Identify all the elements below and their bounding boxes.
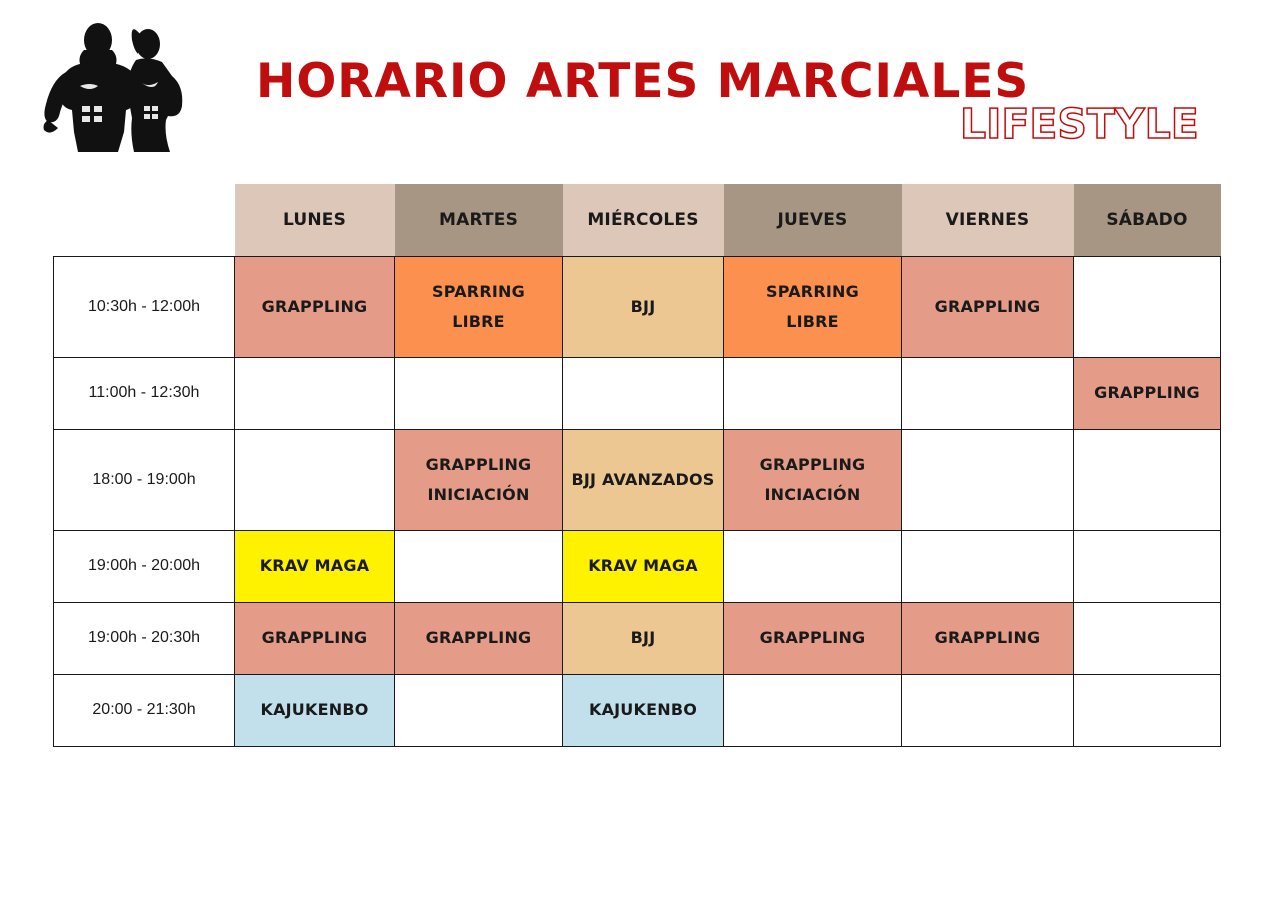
class-cell: [902, 256, 1074, 357]
empty-class-cell: [724, 674, 902, 746]
empty-class-cell: [1074, 530, 1221, 602]
empty-class-cell: [1074, 429, 1221, 530]
class-label: KAJUKENBO: [260, 700, 369, 719]
class-label: GRAPPLING: [425, 628, 532, 647]
empty-class-cell: [902, 530, 1074, 602]
class-label: GRAPPLING: [759, 628, 866, 647]
fitness-couple-logo: [36, 20, 186, 152]
class-label: GRAPPLING: [261, 296, 368, 316]
day-header: SÁBADO: [1074, 184, 1221, 256]
class-cell: [235, 256, 395, 357]
schedule-row: [54, 256, 1221, 357]
schedule-body: [54, 256, 1221, 746]
class-label: GRAPPLING: [1094, 383, 1200, 402]
class-label: KRAV MAGA: [259, 556, 370, 575]
empty-class-cell: [902, 674, 1074, 746]
day-header: MIÉRCOLES: [563, 184, 724, 256]
empty-class-cell: [1074, 602, 1221, 674]
day-header: LUNES: [235, 184, 395, 256]
class-cell: [395, 429, 563, 530]
time-slot-cell: 19:00h - 20:00h: [54, 530, 235, 602]
day-header-row: [54, 184, 1221, 256]
class-label: BJJ: [630, 296, 656, 316]
class-cell: [724, 256, 902, 357]
class-cell: [235, 602, 395, 674]
time-slot-cell: 20:00 - 21:30h: [54, 674, 235, 746]
time-slot-cell: 11:00h - 12:30h: [54, 357, 235, 429]
empty-class-cell: [235, 357, 395, 429]
corner-cell: [54, 184, 235, 256]
class-cell: [395, 602, 563, 674]
time-slot-cell: 19:00h - 20:30h: [54, 602, 235, 674]
schedule-row: [54, 530, 1221, 602]
page-title: HORARIO ARTES MARCIALES: [256, 54, 1030, 109]
empty-class-cell: [563, 357, 724, 429]
empty-class-cell: [395, 530, 563, 602]
empty-class-cell: [724, 530, 902, 602]
class-label: GRAPPLING INCIACIÓN: [759, 454, 866, 504]
class-cell: [563, 674, 724, 746]
schedule-row: [54, 674, 1221, 746]
class-label: GRAPPLING: [934, 296, 1041, 316]
empty-class-cell: [395, 674, 563, 746]
day-header: VIERNES: [902, 184, 1074, 256]
day-header: JUEVES: [724, 184, 902, 256]
class-label: SPARRING LIBRE: [432, 281, 525, 331]
empty-class-cell: [1074, 256, 1221, 357]
class-label: GRAPPLING: [934, 628, 1041, 647]
class-cell: [724, 602, 902, 674]
class-label: BJJ: [630, 628, 656, 647]
class-cell: [395, 256, 563, 357]
schedule-row: [54, 602, 1221, 674]
class-label: GRAPPLING INICIACIÓN: [425, 454, 532, 504]
class-cell: [563, 530, 724, 602]
empty-class-cell: [1074, 674, 1221, 746]
class-cell: [563, 429, 724, 530]
time-slot-cell: 18:00 - 19:00h: [54, 429, 235, 530]
class-cell: [902, 602, 1074, 674]
class-cell: [235, 530, 395, 602]
class-label: SPARRING LIBRE: [766, 281, 859, 331]
class-label: GRAPPLING: [261, 628, 368, 647]
class-cell: [1074, 357, 1221, 429]
time-slot-cell: 10:30h - 12:00h: [54, 256, 235, 357]
class-label: BJJ AVANZADOS: [571, 469, 715, 489]
empty-class-cell: [235, 429, 395, 530]
page-subtitle: LIFESTYLE: [960, 100, 1199, 148]
empty-class-cell: [902, 357, 1074, 429]
day-header: MARTES: [395, 184, 563, 256]
empty-class-cell: [395, 357, 563, 429]
schedule-row: [54, 357, 1221, 429]
empty-class-cell: [724, 357, 902, 429]
class-cell: [724, 429, 902, 530]
class-cell: [563, 256, 724, 357]
schedule-row: [54, 429, 1221, 530]
class-label: KAJUKENBO: [588, 700, 698, 719]
class-cell: [563, 602, 724, 674]
class-label: KRAV MAGA: [588, 556, 698, 575]
empty-class-cell: [902, 429, 1074, 530]
schedule-table: [53, 184, 1221, 747]
class-cell: [235, 674, 395, 746]
